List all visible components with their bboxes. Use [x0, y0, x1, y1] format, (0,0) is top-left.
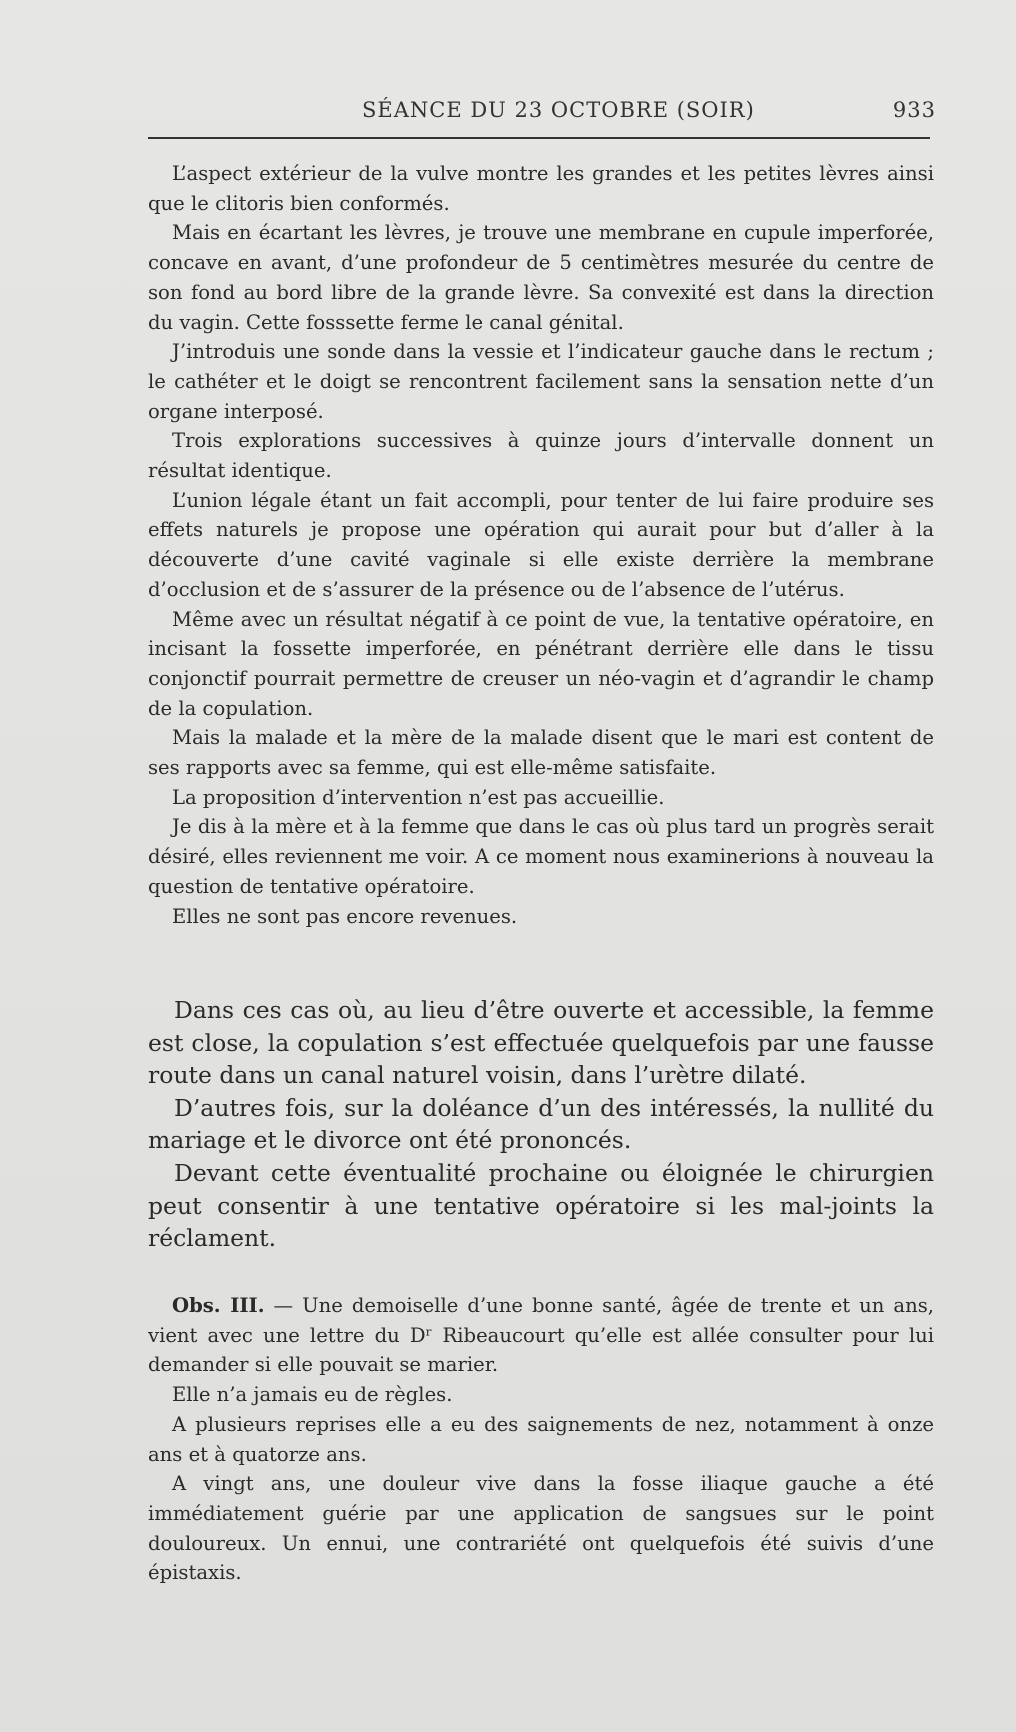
page-number: 933: [892, 98, 936, 122]
paragraph: Je dis à la mère et à la femme que dans le cas où plus tard un progrès serait désiré, elles reviennent me voir. A ce moment nous examinerions à nouveau la question de tentative opératoire.: [148, 815, 934, 898]
running-header: [148, 98, 936, 122]
paragraph: La proposition d’intervention n’est pas accueillie.: [172, 785, 665, 809]
header-title: SÉANCE DU 23 OCTOBRE (SOIR): [362, 98, 755, 122]
section-case-description: [148, 159, 934, 931]
paragraph: Elle n’a jamais eu de règles.: [172, 1383, 453, 1407]
paragraph: D’autres fois, sur la doléance d’un des intéressés, la nullité du mariage et le divorce ont été prononcés.: [148, 1093, 934, 1155]
paragraph: Elles ne sont pas encore revenues.: [172, 904, 518, 928]
observation-paragraph: [148, 1291, 934, 1380]
paragraph: Dans ces cas où, au lieu d’être ouverte et accessible, la femme est close, la copulation s’est effectuée quelquefois par une fausse route dans un canal naturel voisin, dans l’urètre dilaté.: [148, 996, 934, 1090]
paragraph: Mais en écartant les lèvres, je trouve une membrane en cupule imperforée, concave en avant, d’une profondeur de 5 centimètres mesurée du centre de son fond au bord libre de la grande lèvre. Sa convexité est dans la direction du vagin. Cette fosssette ferme le canal génital.: [148, 221, 934, 334]
paragraph: J’introduis une sonde dans la vessie et l’indicateur gauche dans le rectum ; le cathéter et le doigt se rencontrent facilement sans la sensation nette d’un organe interposé.: [148, 340, 934, 423]
paragraph: Trois explorations successives à quinze jours d’intervalle donnent un résultat identique.: [148, 429, 934, 483]
header-rule: [148, 137, 930, 139]
paragraph: Mais la malade et la mère de la malade disent que le mari est content de ses rapports avec sa femme, qui est elle-même satisfaite.: [148, 726, 934, 780]
paragraph: Même avec un résultat négatif à ce point de vue, la tentative opératoire, en incisant la fossette imperforée, en pénétrant derrière elle dans le tissu conjonctif pourrait permettre de creuser un néo-vagin et d’agrandir le champ de la copulation.: [148, 607, 934, 720]
section-commentary: [148, 994, 934, 1255]
observation-label: Obs. III.: [172, 1294, 265, 1317]
paragraph: A plusieurs reprises elle a eu des saignements de nez, notamment à onze ans et à quatorze ans.: [148, 1412, 934, 1466]
paragraph: Devant cette éventualité prochaine ou éloignée le chirurgien peut consentir à une tentative opératoire si les mal-joints la réclament.: [148, 1158, 934, 1253]
observation-text: — Une demoiselle d’une bonne santé, âgée de trente et un ans, vient avec une lettre du Dʳ Ribeaucourt qu’elle est allée consulter pour lui demander si elle pouvait se marier.: [148, 1294, 934, 1377]
paragraph: L’aspect extérieur de la vulve montre les grandes et les petites lèvres ainsi que le clitoris bien conformés.: [148, 162, 934, 215]
paragraph: A vingt ans, une douleur vive dans la fosse iliaque gauche a été immédiatement guérie par une application de sangsues sur le point douloureux. Un ennui, une contrariété ont quelquefois été suivis d’une épistaxis.: [148, 1472, 934, 1585]
paragraph: L’union légale étant un fait accompli, pour tenter de lui faire produire ses effets naturels je propose une opération qui aurait pour but d’aller à la découverte d’une cavité vaginale si elle existe derrière la membrane d’occlusion et de s’assurer de la présence ou de l’absence de l’utérus.: [148, 488, 934, 601]
section-observation-3: [148, 1291, 934, 1588]
